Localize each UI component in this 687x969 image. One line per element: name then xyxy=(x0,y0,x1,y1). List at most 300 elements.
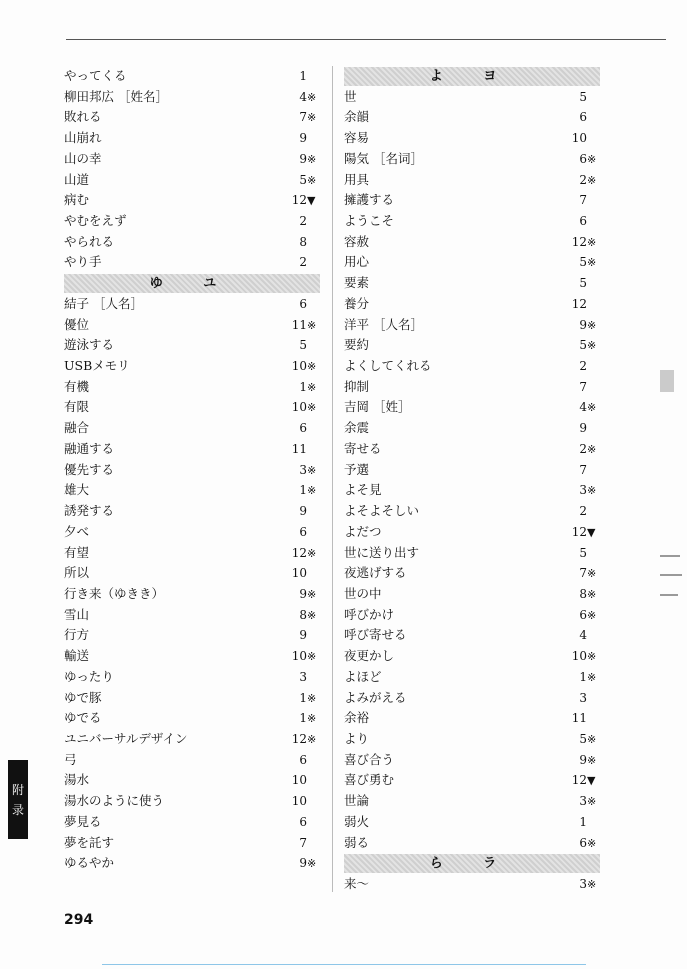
scan-artifact xyxy=(660,594,678,596)
entry-lesson xyxy=(560,501,600,522)
index-entry xyxy=(344,273,600,294)
lesson-number: 10 xyxy=(291,359,307,374)
index-entry xyxy=(344,460,600,481)
entry-lesson xyxy=(560,750,600,772)
lesson-number: 6 xyxy=(299,421,307,436)
index-entry xyxy=(344,439,600,460)
index-entry xyxy=(64,625,320,646)
entry-lesson xyxy=(280,770,320,791)
entry-lesson xyxy=(280,335,320,356)
entry-word: 弱火 xyxy=(344,813,370,829)
index-entry xyxy=(64,729,320,750)
lesson-number: 1 xyxy=(299,379,307,394)
entry-mark: ▼ xyxy=(307,194,316,208)
entry-lesson xyxy=(560,667,600,689)
entry-mark: ※ xyxy=(587,401,597,415)
lesson-number: 12 xyxy=(291,731,307,746)
entry-word: ゆるやか xyxy=(64,855,115,871)
entry-lesson xyxy=(280,377,320,399)
entry-lesson xyxy=(560,377,600,398)
lesson-number: 2 xyxy=(299,214,307,229)
index-entry xyxy=(344,170,600,191)
lesson-number: 6 xyxy=(579,110,587,125)
index-entry xyxy=(64,315,320,336)
entry-lesson xyxy=(280,791,320,812)
entry-word: 世 xyxy=(344,88,357,104)
index-entry xyxy=(64,522,320,543)
entry-word: 柳田邦広 ［姓名］ xyxy=(64,88,168,104)
lesson-number: 7 xyxy=(579,193,587,208)
index-entry xyxy=(64,770,320,791)
entry-word: 結子 ［人名］ xyxy=(64,295,143,311)
entry-lesson xyxy=(280,418,320,439)
index-entry xyxy=(344,418,600,439)
lesson-number: 11 xyxy=(291,317,307,332)
entry-word: よそ見 xyxy=(344,482,382,498)
index-entry xyxy=(64,480,320,501)
index-entry xyxy=(64,853,320,874)
lesson-number: 9 xyxy=(579,421,587,436)
entry-word: 来～ xyxy=(344,875,370,891)
scan-artifact xyxy=(660,574,682,576)
index-entry xyxy=(64,87,320,108)
entry-word: 融通する xyxy=(64,440,115,456)
entry-lesson xyxy=(280,646,320,668)
index-entry xyxy=(64,791,320,812)
column-divider xyxy=(332,66,333,892)
lesson-number: 5 xyxy=(299,338,307,353)
lesson-number: 10 xyxy=(291,566,307,581)
index-entry xyxy=(64,252,320,273)
entry-mark: ※ xyxy=(307,360,317,374)
entry-lesson xyxy=(280,812,320,833)
entry-mark: ※ xyxy=(307,608,317,622)
entry-lesson xyxy=(280,190,320,212)
appendix-side-tab xyxy=(8,760,28,839)
index-entry xyxy=(344,480,600,501)
entry-lesson xyxy=(560,252,600,274)
entry-lesson xyxy=(280,605,320,627)
entry-lesson xyxy=(280,729,320,751)
entry-lesson xyxy=(560,625,600,646)
lesson-number: 8 xyxy=(299,607,307,622)
index-entry xyxy=(64,170,320,191)
index-entry xyxy=(344,522,600,543)
lesson-number: 12 xyxy=(571,234,587,249)
entry-mark: ▼ xyxy=(587,525,596,539)
entry-lesson xyxy=(280,625,320,646)
index-entry xyxy=(344,874,600,895)
entry-lesson xyxy=(280,315,320,337)
entry-lesson xyxy=(280,107,320,129)
side-tab-char-1: 附 xyxy=(11,782,24,797)
entry-word: 要約 xyxy=(344,337,370,353)
entry-word: よみがえる xyxy=(344,689,407,705)
entry-lesson xyxy=(560,294,600,315)
entry-mark: ※ xyxy=(587,484,597,498)
entry-word: 夢見る xyxy=(64,813,102,829)
entry-mark: ※ xyxy=(307,650,317,664)
entry-word: 所以 xyxy=(64,565,90,581)
index-entry xyxy=(344,543,600,564)
entry-lesson xyxy=(560,688,600,709)
entry-mark: ※ xyxy=(307,152,317,166)
entry-mark: ※ xyxy=(307,401,317,415)
entry-lesson xyxy=(560,791,600,813)
entry-word: 用心 xyxy=(344,254,370,270)
entry-word: 夜逃げする xyxy=(344,565,407,581)
lesson-number: 1 xyxy=(299,690,307,705)
entry-lesson xyxy=(280,66,320,87)
entry-word: USBメモリ xyxy=(64,358,130,374)
entry-mark: ※ xyxy=(587,587,597,601)
index-entry xyxy=(64,543,320,564)
entry-word: ようこそ xyxy=(344,213,395,228)
index-entry xyxy=(344,688,600,709)
entry-mark: ※ xyxy=(587,442,597,456)
lesson-number: 5 xyxy=(579,89,587,104)
index-entry xyxy=(344,211,600,232)
index-entry xyxy=(64,232,320,253)
entry-mark: ※ xyxy=(587,795,597,809)
entry-lesson xyxy=(280,232,320,253)
entry-word: 病む xyxy=(64,192,90,208)
entry-word: 山崩れ xyxy=(64,130,102,146)
entry-mark: ※ xyxy=(307,463,317,477)
index-entry xyxy=(344,584,600,605)
entry-mark: ※ xyxy=(307,857,317,871)
entry-word: やられる xyxy=(64,233,115,249)
entry-lesson xyxy=(560,543,600,564)
lesson-number: 6 xyxy=(579,607,587,622)
lesson-number: 7 xyxy=(579,462,587,477)
entry-mark: ※ xyxy=(587,670,597,684)
index-entry xyxy=(344,232,600,253)
entry-mark: ※ xyxy=(307,732,317,746)
index-entry xyxy=(344,646,600,667)
lesson-number: 6 xyxy=(579,151,587,166)
index-entry xyxy=(64,688,320,709)
lesson-number: 10 xyxy=(571,649,587,664)
entry-word: 予選 xyxy=(344,461,370,477)
entry-word: 要素 xyxy=(344,275,370,291)
lesson-number: 4 xyxy=(579,400,587,415)
entry-word: 誘発する xyxy=(64,503,115,519)
entry-lesson xyxy=(560,812,600,833)
entry-mark: ※ xyxy=(587,256,597,270)
lesson-number: 1 xyxy=(299,711,307,726)
index-entry xyxy=(344,563,600,584)
entry-lesson xyxy=(560,439,600,461)
index-entry xyxy=(344,190,600,211)
section-heading: ら ラ xyxy=(344,854,600,873)
lesson-number: 4 xyxy=(299,89,307,104)
entry-word: 有望 xyxy=(64,544,90,560)
entry-word: よだつ xyxy=(344,523,382,539)
lesson-number: 6 xyxy=(299,814,307,829)
entry-word: やり手 xyxy=(64,254,102,270)
index-entry xyxy=(64,750,320,771)
entry-word: 遊泳する xyxy=(64,337,115,353)
entry-lesson xyxy=(560,460,600,481)
entry-word: 世論 xyxy=(344,793,370,809)
lesson-number: 3 xyxy=(579,876,587,891)
entry-lesson xyxy=(560,149,600,171)
entry-word: 山道 xyxy=(64,171,90,187)
entry-lesson xyxy=(280,211,320,232)
lesson-number: 6 xyxy=(579,835,587,850)
entry-word: 弱る xyxy=(344,834,370,850)
entry-word: 雪山 xyxy=(64,606,90,622)
lesson-number: 6 xyxy=(299,752,307,767)
entry-mark: ※ xyxy=(587,173,597,187)
index-entry xyxy=(64,605,320,626)
entry-word: 優位 xyxy=(64,316,90,332)
index-entry xyxy=(344,356,600,377)
entry-lesson xyxy=(280,294,320,315)
entry-lesson xyxy=(560,335,600,357)
entry-lesson xyxy=(560,480,600,502)
left-column xyxy=(64,66,320,874)
entry-lesson xyxy=(280,688,320,710)
entry-mark: ▼ xyxy=(587,774,596,788)
lesson-number: 1 xyxy=(579,669,587,684)
entry-lesson xyxy=(280,563,320,584)
index-entry xyxy=(64,833,320,854)
lesson-number: 9 xyxy=(299,628,307,643)
entry-word: 夕べ xyxy=(64,523,90,539)
index-entry xyxy=(64,418,320,439)
lesson-number: 10 xyxy=(291,773,307,788)
lesson-number: 9 xyxy=(579,317,587,332)
index-entry xyxy=(344,770,600,791)
entry-word: 喜び合う xyxy=(344,751,395,767)
lesson-number: 12 xyxy=(291,193,307,208)
entry-lesson xyxy=(280,543,320,565)
entry-mark: ※ xyxy=(587,608,597,622)
index-entry xyxy=(344,729,600,750)
entry-word: 湯水のように使う xyxy=(64,793,165,809)
lesson-number: 9 xyxy=(299,586,307,601)
lesson-number: 4 xyxy=(579,628,587,643)
entry-lesson xyxy=(280,252,320,273)
lesson-number: 3 xyxy=(579,794,587,809)
entry-lesson xyxy=(280,460,320,482)
entry-lesson xyxy=(560,397,600,419)
scan-artifact xyxy=(660,370,674,392)
lesson-number: 3 xyxy=(579,483,587,498)
lesson-number: 5 xyxy=(579,255,587,270)
entry-word: ゆでる xyxy=(64,710,102,726)
entry-word: 寄せる xyxy=(344,440,382,456)
index-entry xyxy=(344,667,600,688)
entry-word: 行方 xyxy=(64,627,90,643)
entry-word: 余裕 xyxy=(344,710,370,726)
entry-mark: ※ xyxy=(587,836,597,850)
entry-mark: ※ xyxy=(307,380,317,394)
entry-lesson xyxy=(560,646,600,668)
entry-lesson xyxy=(280,439,320,460)
entry-lesson xyxy=(560,190,600,211)
index-entry xyxy=(344,149,600,170)
entry-word: よほど xyxy=(344,668,382,684)
entry-word: 洋平 ［人名］ xyxy=(344,316,423,332)
index-entry xyxy=(344,708,600,729)
entry-word: 世に送り出す xyxy=(344,544,420,560)
lesson-number: 6 xyxy=(299,524,307,539)
index-entry xyxy=(64,190,320,211)
entry-lesson xyxy=(560,522,600,544)
entry-word: 用具 xyxy=(344,171,370,187)
index-entry xyxy=(344,128,600,149)
entry-mark: ※ xyxy=(587,152,597,166)
entry-lesson xyxy=(280,853,320,875)
entry-word: 弓 xyxy=(64,751,77,767)
entry-lesson xyxy=(560,418,600,439)
entry-lesson xyxy=(560,563,600,585)
entry-word: 吉岡 ［姓］ xyxy=(344,399,411,415)
lesson-number: 10 xyxy=(291,649,307,664)
index-entry xyxy=(64,66,320,87)
lesson-number: 8 xyxy=(579,586,587,601)
entry-word: 呼び寄せる xyxy=(344,627,407,643)
lesson-number: 9 xyxy=(299,151,307,166)
entry-lesson xyxy=(280,750,320,771)
lesson-number: 5 xyxy=(579,338,587,353)
entry-lesson xyxy=(560,356,600,377)
entry-word: 余震 xyxy=(344,420,370,436)
entry-mark: ※ xyxy=(307,546,317,560)
index-entry xyxy=(64,501,320,522)
index-entry xyxy=(344,377,600,398)
lesson-number: 2 xyxy=(579,504,587,519)
index-entry xyxy=(344,315,600,336)
entry-word: 夜更かし xyxy=(344,648,395,664)
entry-lesson xyxy=(560,107,600,128)
entry-word: 優先する xyxy=(64,461,115,477)
entry-word: やってくる xyxy=(64,68,127,83)
entry-word: 陽気 ［名词］ xyxy=(344,150,423,166)
index-entry xyxy=(64,211,320,232)
entry-word: 敗れる xyxy=(64,109,102,125)
lesson-number: 8 xyxy=(299,234,307,249)
bottom-rule xyxy=(102,964,586,965)
entry-lesson xyxy=(280,356,320,378)
entry-lesson xyxy=(280,128,320,149)
index-entry xyxy=(344,605,600,626)
entry-word: 容易 xyxy=(344,130,370,146)
lesson-number: 12 xyxy=(571,296,587,311)
index-entry xyxy=(344,294,600,315)
page-number: 294 xyxy=(64,912,94,928)
entry-lesson xyxy=(560,128,600,149)
index-entry xyxy=(344,107,600,128)
entry-mark: ※ xyxy=(307,484,317,498)
lesson-number: 12 xyxy=(291,545,307,560)
entry-lesson xyxy=(280,501,320,522)
entry-mark: ※ xyxy=(307,173,317,187)
entry-mark: ※ xyxy=(587,732,597,746)
entry-word: 雄大 xyxy=(64,482,90,498)
index-entry xyxy=(64,149,320,170)
entry-mark: ※ xyxy=(307,318,317,332)
lesson-number: 5 xyxy=(299,172,307,187)
index-entry xyxy=(64,667,320,688)
lesson-number: 7 xyxy=(579,379,587,394)
entry-lesson xyxy=(280,667,320,688)
entry-lesson xyxy=(560,170,600,192)
index-entry xyxy=(64,812,320,833)
index-entry xyxy=(64,335,320,356)
entry-word: 山の幸 xyxy=(64,150,102,166)
entry-lesson xyxy=(560,87,600,108)
entry-word: 喜び勇む xyxy=(344,772,395,788)
entry-word: やむをえず xyxy=(64,213,127,229)
entry-mark: ※ xyxy=(307,111,317,125)
index-entry xyxy=(64,439,320,460)
index-entry xyxy=(344,335,600,356)
section-heading: よ ヨ xyxy=(344,67,600,86)
entry-lesson xyxy=(560,273,600,294)
entry-mark: ※ xyxy=(307,90,317,104)
lesson-number: 2 xyxy=(579,359,587,374)
lesson-number: 1 xyxy=(299,69,307,83)
index-entry xyxy=(344,750,600,771)
entry-lesson xyxy=(560,874,600,896)
lesson-number: 9 xyxy=(299,504,307,519)
entry-mark: ※ xyxy=(587,650,597,664)
index-entry xyxy=(344,812,600,833)
lesson-number: 5 xyxy=(579,276,587,291)
lesson-number: 3 xyxy=(299,669,307,684)
entry-lesson xyxy=(560,315,600,337)
lesson-number: 9 xyxy=(299,856,307,871)
lesson-number: 2 xyxy=(579,172,587,187)
lesson-number: 11 xyxy=(571,711,587,726)
entry-word: 世の中 xyxy=(344,585,382,601)
lesson-number: 1 xyxy=(579,814,587,829)
entry-word: 行き来（ゆきき） xyxy=(64,585,165,601)
lesson-number: 2 xyxy=(579,441,587,456)
lesson-number: 6 xyxy=(579,214,587,228)
lesson-number: 6 xyxy=(299,296,307,311)
entry-mark: ※ xyxy=(587,877,597,891)
entry-lesson xyxy=(560,708,600,729)
index-entry xyxy=(64,646,320,667)
entry-word: よくしてくれる xyxy=(344,358,432,374)
index-entry xyxy=(344,501,600,522)
entry-lesson xyxy=(280,170,320,192)
index-entry xyxy=(64,356,320,377)
index-entry xyxy=(64,107,320,128)
entry-lesson xyxy=(280,149,320,171)
entry-lesson xyxy=(280,708,320,730)
index-entry xyxy=(344,625,600,646)
entry-lesson xyxy=(280,833,320,854)
entry-mark: ※ xyxy=(587,235,597,249)
entry-word: 呼びかけ xyxy=(344,606,395,622)
entry-word: ゆったり xyxy=(64,668,114,684)
entry-lesson xyxy=(560,729,600,751)
scan-artifact xyxy=(660,555,680,557)
entry-lesson xyxy=(280,480,320,502)
entry-mark: ※ xyxy=(307,587,317,601)
entry-mark: ※ xyxy=(587,753,597,767)
index-entry xyxy=(344,252,600,273)
entry-word: ユニバーサルデザイン xyxy=(64,730,188,746)
lesson-number: 2 xyxy=(299,255,307,270)
index-entry xyxy=(64,563,320,584)
